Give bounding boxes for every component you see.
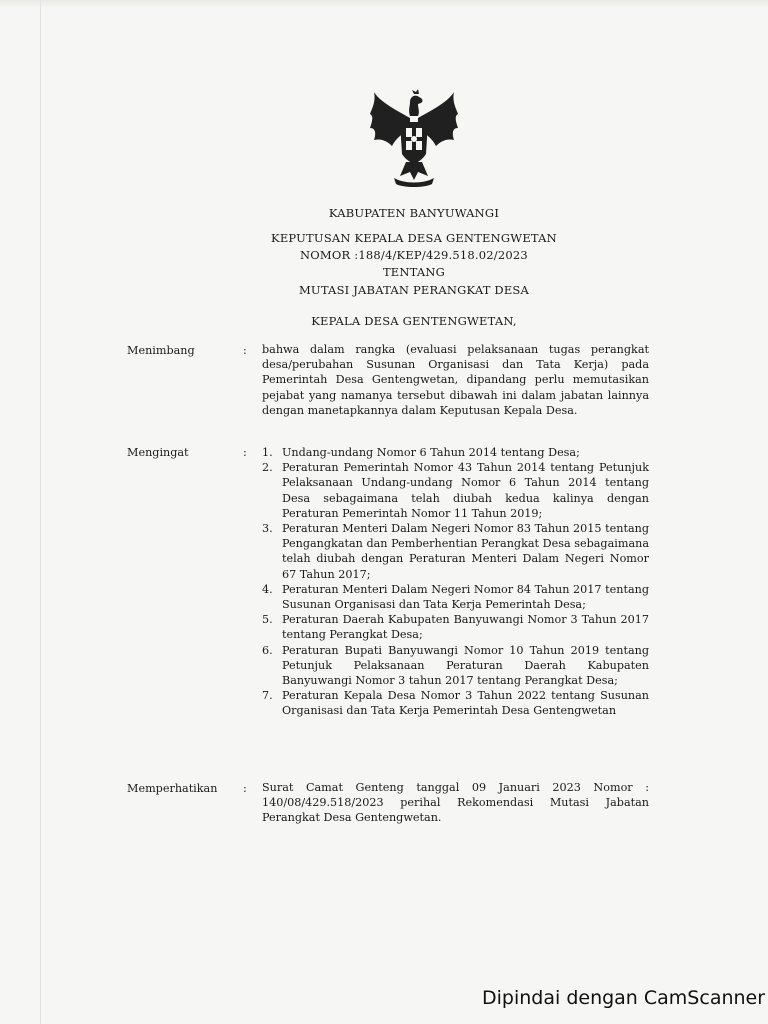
memperhatikan-colon: : [243, 782, 247, 795]
list-item-text: Peraturan Menteri Dalam Negeri Nomor 84 Tahun 2017 tentang Susunan Organisasi dan Tata Kerja Pemerintah Desa; [282, 582, 649, 612]
list-item-text: Peraturan Kepala Desa Nomor 3 Tahun 2022 tentang Susunan Organisasi dan Tata Kerja Pemerintah Desa Gentengwetan [282, 689, 649, 718]
list-item-text: Peraturan Menteri Dalam Negeri Nomor 83 Tahun 2015 tentang Pengangkatan dan Pemberhentian Perangkat Desa sebagaimana telah diubah dengan Peraturan Menteri Dalam Negeri Nomor 67 Tahun 2017; [282, 522, 649, 581]
list-item [262, 688, 649, 718]
list-item [262, 643, 649, 689]
list-item [262, 582, 649, 612]
list-item [262, 445, 649, 460]
menimbang-text: bahwa dalam rangka (evaluasi pelaksanaan tugas perangkat desa/perubahan Susunan Organisasi dan Tata Kerja) pada Pemerintah Desa Gentengwetan, dipandang perlu memutasikan pejabat yang namanya tersebut dibawah ini dalam jabatan lainnya dengan manetapkannya dalam Keputusan Kepala Desa. [262, 343, 649, 417]
garuda-emblem-icon [366, 88, 462, 188]
list-item-text: Peraturan Daerah Kabupaten Banyuwangi Nomor 3 Tahun 2017 tentang Perangkat Desa; [282, 613, 649, 642]
list-item-text: Peraturan Pemerintah Nomor 43 Tahun 2014 tentang Petunjuk Pelaksanaan Undang-undang Nomor 6 Tahun 2014 tentang Desa sebagaimana telah diubah kedua kalinya dengan Peraturan Pemerintah Nomor 11 Tahun 2019; [282, 461, 649, 520]
menimbang-label: Menimbang [127, 344, 195, 357]
list-item [262, 612, 649, 642]
list-item [262, 460, 649, 521]
official-title: KEPALA DESA GENTENGWETAN, [311, 314, 517, 328]
mengingat-list [262, 445, 649, 719]
memperhatikan-text: Surat Camat Genteng tanggal 09 Januari 2023 Nomor : 140/08/429.518/2023 perihal Rekomendasi Mutasi Jabatan Perangkat Desa Gentengwetan. [262, 781, 649, 825]
decree-title: KEPUTUSAN KEPALA DESA GENTENGWETAN [271, 231, 557, 245]
list-item-number: 7. [262, 689, 273, 703]
page-left-edge [40, 0, 41, 1024]
list-item-number: 4. [262, 582, 273, 596]
mengingat-colon: : [243, 446, 247, 459]
regency-heading: KABUPATEN BANYUWANGI [328, 206, 500, 220]
list-item-number: 6. [262, 643, 273, 657]
mengingat-label: Mengingat [127, 446, 189, 459]
list-item-number: 3. [262, 522, 273, 536]
list-item-text: Peraturan Bupati Banyuwangi Nomor 10 Tahun 2019 tentang Petunjuk Pelaksanaan Peraturan Daerah Kabupaten Banyuwangi Nomor 3 tahun 2017 tentang Perangkat Desa; [282, 643, 649, 688]
list-item-text: Undang-undang Nomor 6 Tahun 2014 tentang Desa; [282, 446, 580, 459]
list-item-number: 1. [262, 446, 273, 459]
camscanner-watermark: Dipindai dengan CamScanner [482, 987, 766, 1009]
memperhatikan-label: Memperhatikan [127, 782, 218, 795]
list-item-number: 5. [262, 613, 273, 627]
list-item-number: 2. [262, 461, 273, 475]
decree-number: NOMOR :188/4/KEP/429.518.02/2023 [300, 248, 528, 262]
menimbang-colon: : [243, 344, 247, 357]
about-label: TENTANG [382, 265, 446, 279]
page-top-edge [0, 0, 768, 8]
list-item [262, 521, 649, 582]
decree-subject: MUTASI JABATAN PERANGKAT DESA [298, 283, 530, 297]
